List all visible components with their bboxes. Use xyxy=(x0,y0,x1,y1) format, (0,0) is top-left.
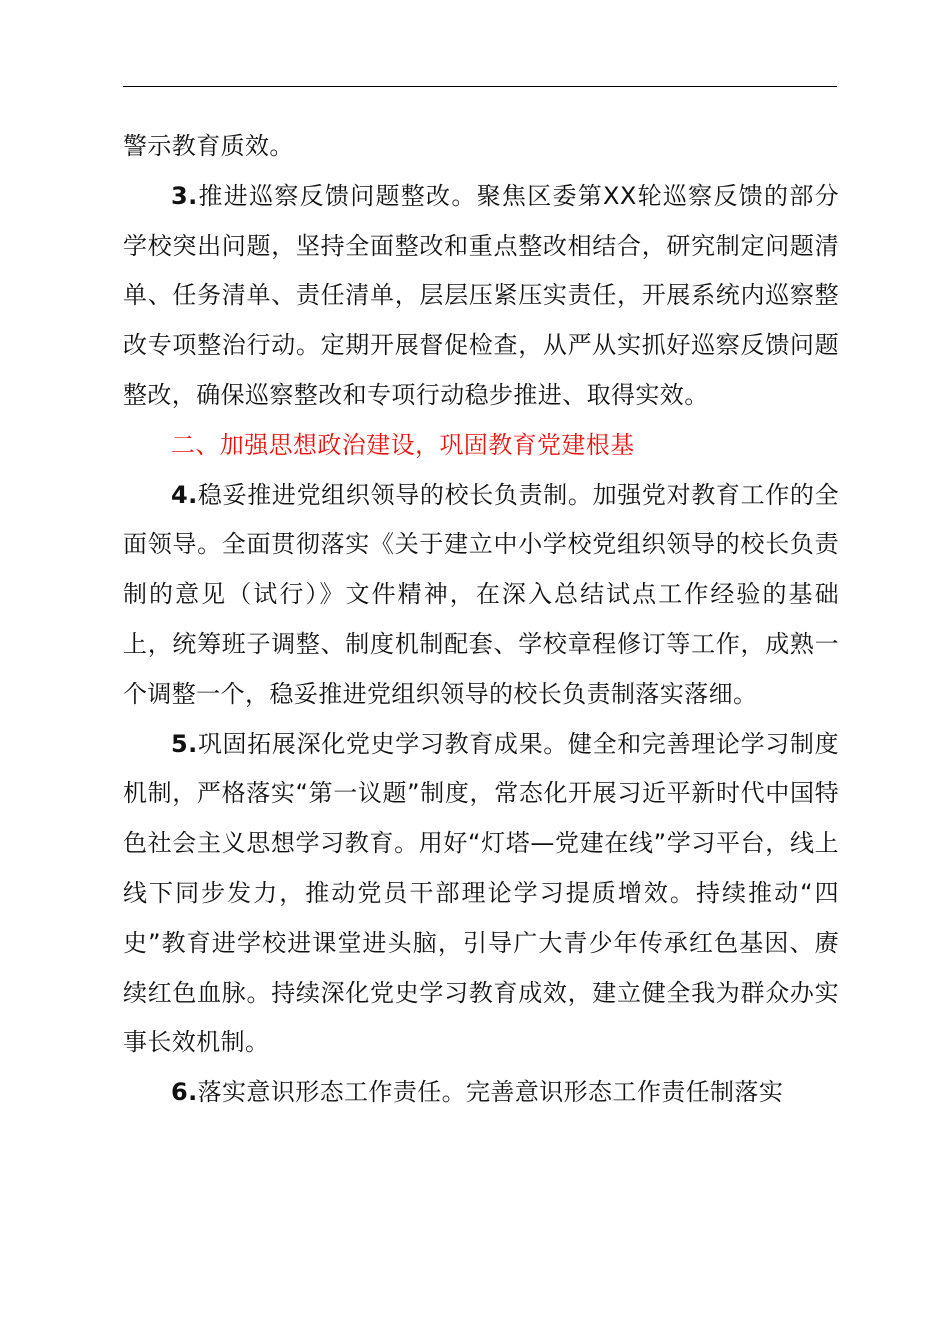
heading-text: 二、加强思想政治建设，巩固教育党建根基 xyxy=(171,430,635,459)
paragraph-item-5 xyxy=(123,720,839,1069)
item-number: 6. xyxy=(171,1078,198,1107)
document-body xyxy=(123,122,839,1118)
paragraph-text: 推进巡察反馈问题整改。聚焦区委第XX轮巡察反馈的部分学校突出问题，坚持全面整改和重点整改相结合，研究制定问题清单、任务清单、责任清单，层层压紧压实责任，开展系统内巡察整改专项整治行动。定期开展督促检查，从严从实抓好巡察反馈问题整改，确保巡察整改和专项行动稳步推进、取得实效。 xyxy=(123,181,839,409)
section-heading xyxy=(123,421,839,471)
paragraph-text: 巩固拓展深化党史学习教育成果。健全和完善理论学习制度机制，严格落实“第一议题”制度，常态化开展习近平新时代中国特色社会主义思想学习教育。用好“灯塔—党建在线”学习平台，线上线下同步发力，推动党员干部理论学习提质增效。持续推动“四史”教育进学校进课堂进头脑，引导广大青少年传承红色基因、赓续红色血脉。持续深化党史学习教育成效，建立健全我为群众办实事长效机制。 xyxy=(123,729,839,1057)
item-number: 3. xyxy=(171,181,198,210)
item-number: 4. xyxy=(171,480,198,509)
header-rule xyxy=(123,86,837,87)
paragraph-text: 稳妥推进党组织领导的校长负责制。加强党对教育工作的全面领导。全面贯彻落实《关于建立中小学校党组织领导的校长负责制的意见（试行）》文件精神，在深入总结试点工作经验的基础上，统筹班子调整、制度机制配套、学校章程修订等工作，成熟一个调整一个，稳妥推进党组织领导的校长负责制落实落细。 xyxy=(123,480,839,708)
paragraph-item-6 xyxy=(123,1068,839,1118)
paragraph-text: 警示教育质效。 xyxy=(123,132,294,160)
paragraph-continuation xyxy=(123,122,839,172)
paragraph-text: 落实意识形态工作责任。完善意识形态工作责任制落实 xyxy=(197,1078,784,1107)
paragraph-item-3 xyxy=(123,172,839,421)
item-number: 5. xyxy=(171,729,198,758)
paragraph-item-4 xyxy=(123,471,839,720)
